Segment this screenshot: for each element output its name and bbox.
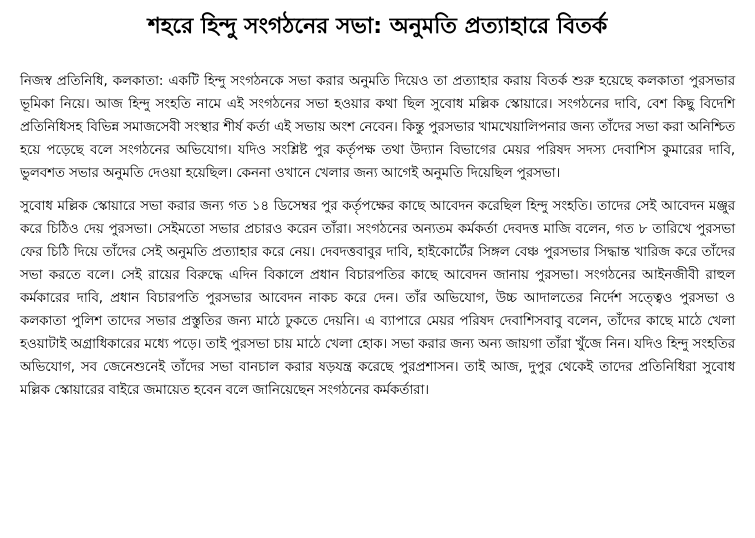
article-headline: শহরে হিন্দু সংগঠনের সভা: অনুমতি প্রত্যাহারে বিতর্ক xyxy=(147,14,608,39)
article-paragraph-2: সুবোধ মল্লিক স্কোয়ারে সভা করার জন্য গত ১৪ ডিসেম্বর পুর কর্তৃপক্ষের কাছে আবেদন করেছিল হিন্দু সংহতি। তাদের সেই আবেদন মঞ্জুর করে চিঠিও দেয় পুরসভা। সেইমতো সভার প্রচারও করেন তাঁরা। সংগঠনের অন্যতম কর্মকর্তা দেবদত্ত মাজি বলেন, গত ৮ তারিখে পুরসভা ফের চিঠি দিয়ে তাঁদের সেই অনুমতি প্রত্যাহার করে নেয়। দেবদত্তবাবুর দাবি, হাইকোর্টের সিঙ্গল বেঞ্চ পুরসভার সিদ্ধান্ত খারিজ করে তাঁদের সভা করতে বলে। সেই রায়ের বিরুদ্ধে এদিন বিকালে প্রধান বিচারপতির কাছে আবেদন জানায় পুরসভা। সংগঠনের আইনজীবী রাহুল কর্মকারের দাবি, প্রধান বিচারপতি পুরসভার আবেদন নাকচ করে দেন। তাঁর অভিযোগ, উচ্চ আদালতের নির্দেশ সত্ত্বেও পুরসভা ও কলকাতা পুলিশ তাদের সভার প্রস্তুতির জন্য মাঠে ঢুকতে দেয়নি। এ ব্যাপারে মেয়র পরিষদ দেবাশিসবাবু বলেন, তাঁদের কাছে মাঠে খেলা হওয়াটাই অগ্রাধিকারের মধ্যে পড়ে। তাই পুরসভা চায় মাঠে খেলা হোক। সভা করার জন্য অন্য জায়গা তাঁরা খুঁজে নিন। যদিও হিন্দু সংহতির অভিযোগ, সব জেনেশুনেই তাঁদের সভা বানচাল করার ষড়যন্ত্র করেছে পুরপ্রশাসন। তাই আজ, দুপুর থেকেই তাদের প্রতিনিধিরা সুবোধ মল্লিক স্কোয়ারের বাইরে জমায়েত হবেন বলে জানিয়েছেন সংগঠনের কর্মকর্তারা। xyxy=(20,199,735,398)
article-paragraph-1: নিজস্ব প্রতিনিধি, কলকাতা: একটি হিন্দু সংগঠনকে সভা করার অনুমতি দিয়েও তা প্রত্যাহার করায় বিতর্ক শুরু হয়েছে কলকাতা পুরসভার ভূমিকা নিয়ে। আজ হিন্দু সংহতি নামে এই সংগঠনের সভা হওয়ার কথা ছিল সুবোধ মল্লিক স্কোয়ারে। সংগঠনের দাবি, বেশ কিছু বিদেশি প্রতিনিধিসহ বিভিন্ন সমাজসেবী সংস্থার শীর্ষ কর্তা এই সভায় অংশ নেবেন। কিন্তু পুরসভার খামখেয়ালিপনার জন্য তাঁদের সভা করা অনিশ্চিত হয়ে পড়েছে বলে সংগঠনের অভিযোগ। যদিও সংশ্লিষ্ট পুর কর্তৃপক্ষ তথা উদ্যান বিভাগের মেয়র পরিষদ সদস্য দেবাশিস কুমারের দাবি, ভুলবশত সভার অনুমতি দেওয়া হয়েছিল। কেননা ওখানে খেলার জন্য আগেই অনুমতি দিয়েছিল পুরসভা। xyxy=(20,74,735,181)
